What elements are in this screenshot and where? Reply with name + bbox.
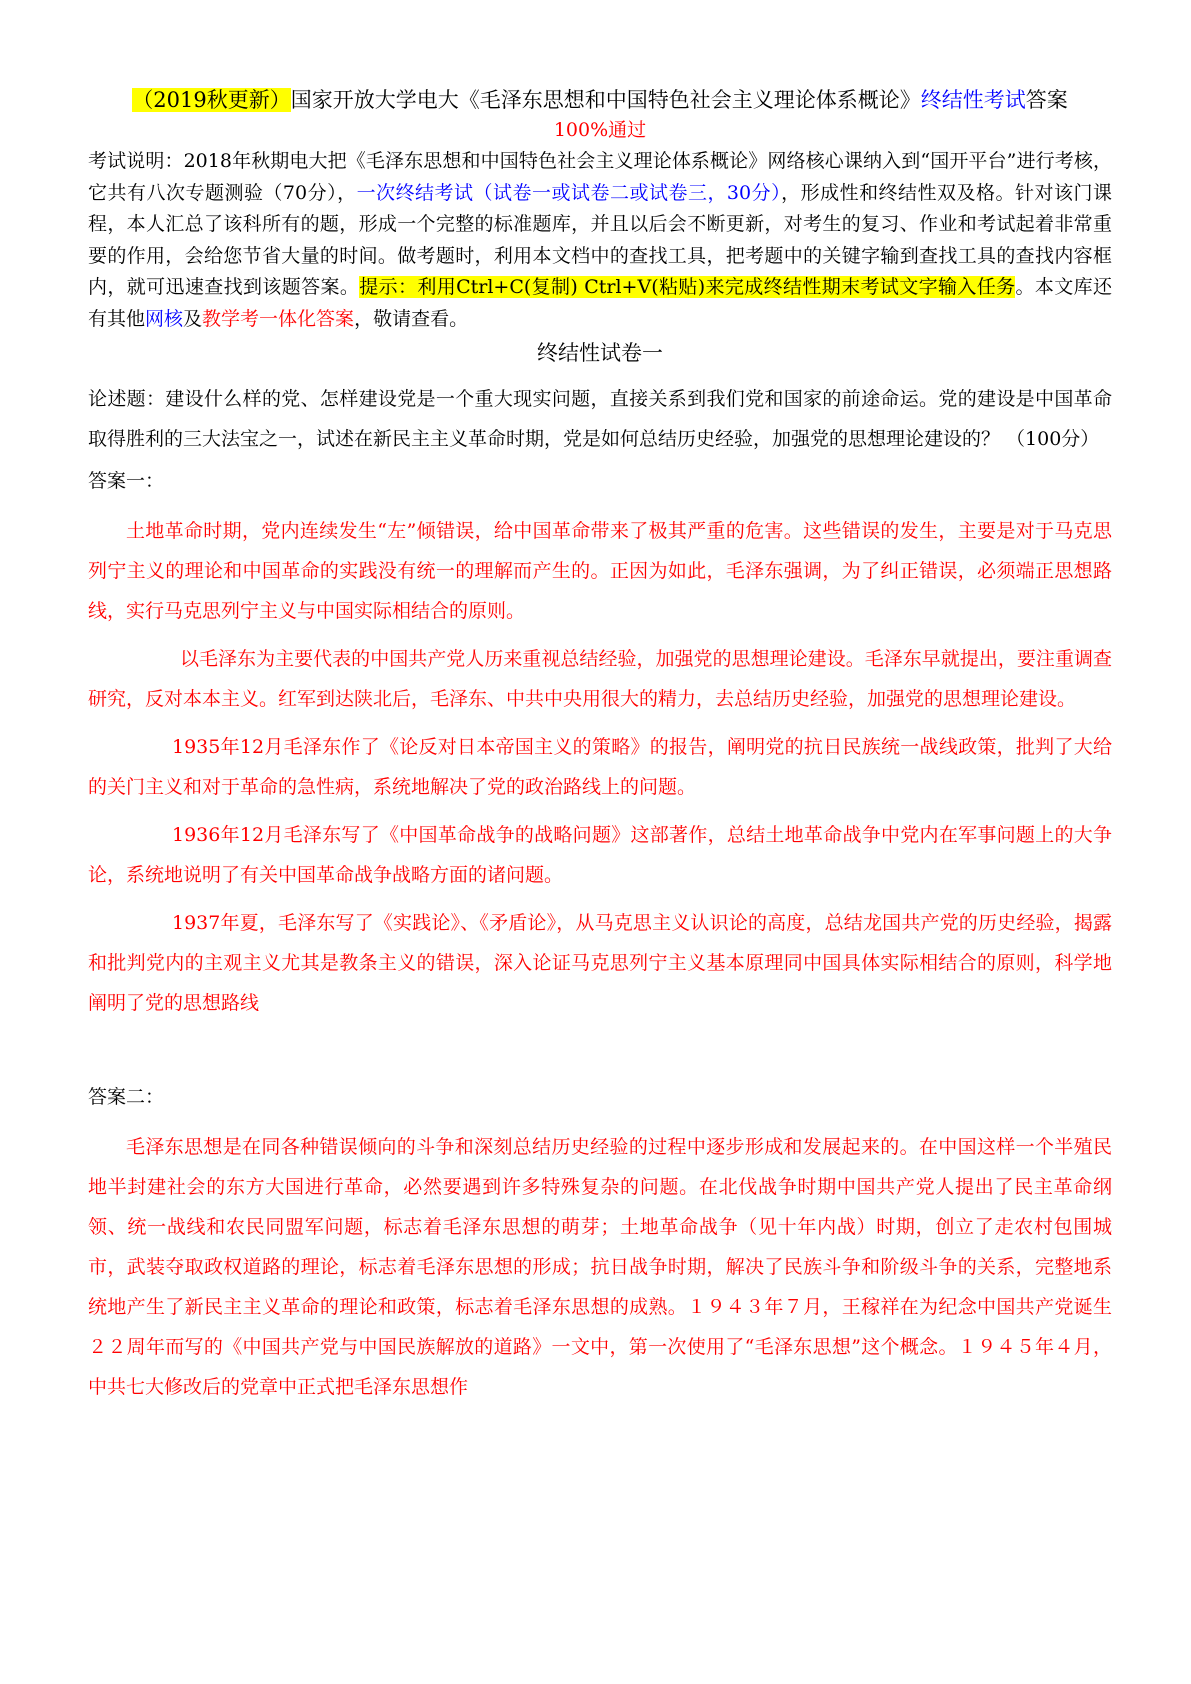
answer-one-paragraph: 1937年夏，毛泽东写了《实践论》、《矛盾论》，从马克思主义认识论的高度，总结龙国共产党的历史经验，揭露和批判党内的主观主义尤其是教条主义的错误，深入论证马克思列宁主义基本原理同中国具体实际相结合的原则，科学地阐明了党的思想路线 [88,912,1112,1014]
intro-text-1: 考试说明：2018年秋期电大把《毛泽东思想和中国特色社会主义理论体系概论》网络核心课纳入到“国开平台”进行考核，它共有八次专题测验（70分）， [88,150,1112,204]
intro-final-exam-note: 一次终结考试（试卷一或试卷二或试卷三，30分） [356,181,782,204]
answer-one-paragraph: 以毛泽东为主要代表的中国共产党人历来重视总结经验，加强党的思想理论建设。毛泽东早就提出，要注重调查研究，反对本本主义。红军到达陕北后，毛泽东、中共中央用很大的精力，去总结历史经验，加强党的思想理论建设。 [88,648,1112,710]
document-title [88,84,1112,116]
title-exam-link[interactable]: 终结性考试 [920,88,1026,112]
copy-paste-tip: 提示：利用Ctrl+C(复制) Ctrl+V(粘贴)来完成终结性期末考试文字输入任务 [359,276,1016,298]
title-course-name: 国家开放大学电大《毛泽东思想和中国特色社会主义理论体系概论》 [290,88,921,112]
exam-description [88,146,1112,335]
answer-two-paragraph: 毛泽东思想是在同各种错误倾向的斗争和深刻总结历史经验的过程中逐步形成和发展起来的。在中国这样一个半殖民地半封建社会的东方大国进行革命，必然要遇到许多特殊复杂的问题。在北伐战争时期中国共产党人提出了民主革命纲领、统一战线和农民同盟军问题，标志着毛泽东思想的萌芽；土地革命战争（见十年内战）时期，创立了走农村包围城市，武装夺取政权道路的理论，标志着毛泽东思想的形成；抗日战争时期，解决了民族斗争和阶级斗争的关系，完整地系统地产生了新民主主义革命的理论和政策，标志着毛泽东思想的成熟。１９４３年７月，王稼祥在为纪念中国共产党诞生２２周年而写的《中国共产党与中国民族解放的道路》一文中，第一次使用了“毛泽东思想”这个概念。１９４５年４月，中共七大修改后的党章中正式把毛泽东思想作 [88,1136,1112,1398]
answer-one-paragraph: 土地革命时期，党内连续发生“左”倾错误，给中国革命带来了极其严重的危害。这些错误的发生，主要是对于马克思列宁主义的理论和中国革命的实践没有统一的理解而产生的。正因为如此，毛泽东强调，为了纠正错误，必须端正思想路线，实行马克思列宁主义与中国实际相结合的原则。 [88,520,1112,622]
section-title: 终结性试卷一 [537,341,663,365]
title-update-tag: （2019秋更新） [132,88,291,112]
spacer [88,1031,1112,1075]
intro-text-7: 及 [183,307,203,330]
intro-text-9: ，敬请查看。 [354,307,469,330]
document-page [88,84,1112,1415]
net-core-link[interactable]: 网核 [145,307,184,330]
title-answer-suffix: 答案 [1025,88,1068,112]
pass-rate-subtitle: 100%通过 [553,119,647,141]
answer-one-paragraph: 1936年12月毛泽东写了《中国革命战争的战略问题》这部著作，总结土地革命战争中党内在军事问题上的大争论，系统地说明了有关中国革命战争战略方面的诸问题。 [88,824,1112,886]
essay-question: 论述题：建设什么样的党、怎样建设党是一个重大现实问题，直接关系到我们党和国家的前途命运。党的建设是中国革命取得胜利的三大法宝之一，试述在新民主主义革命时期，党是如何总结历史经验，加强党的思想理论建设的？ （100分） [88,388,1112,450]
intro-text-3: ，形成性和终结性双及格。针对该门课程，本人汇总了该科所有的题，形成一个完整的标准题库，并且以后会不断更新，对考生的复习、作业和考试起着非常重要的作用，会给您节省大量的时间。做考题时，利用本文档中的查找工具，把考题中的关键字输到查找工具的查找内容框内，就可迅速查找到该题答案。 [88,181,1112,298]
answer-one-label: 答案一： [88,470,165,492]
answer-one-paragraph: 1935年12月毛泽东作了《论反对日本帝国主义的策略》的报告，阐明党的抗日民族统一战线政策，批判了大给的关门主义和对于革命的急性病，系统地解决了党的政治路线上的问题。 [88,736,1112,798]
integrated-answers-link[interactable]: 教学考一体化答案 [202,307,355,330]
intro-text-5: 。本文库还有其他 [88,276,1112,330]
answer-two-label: 答案二： [88,1086,165,1108]
